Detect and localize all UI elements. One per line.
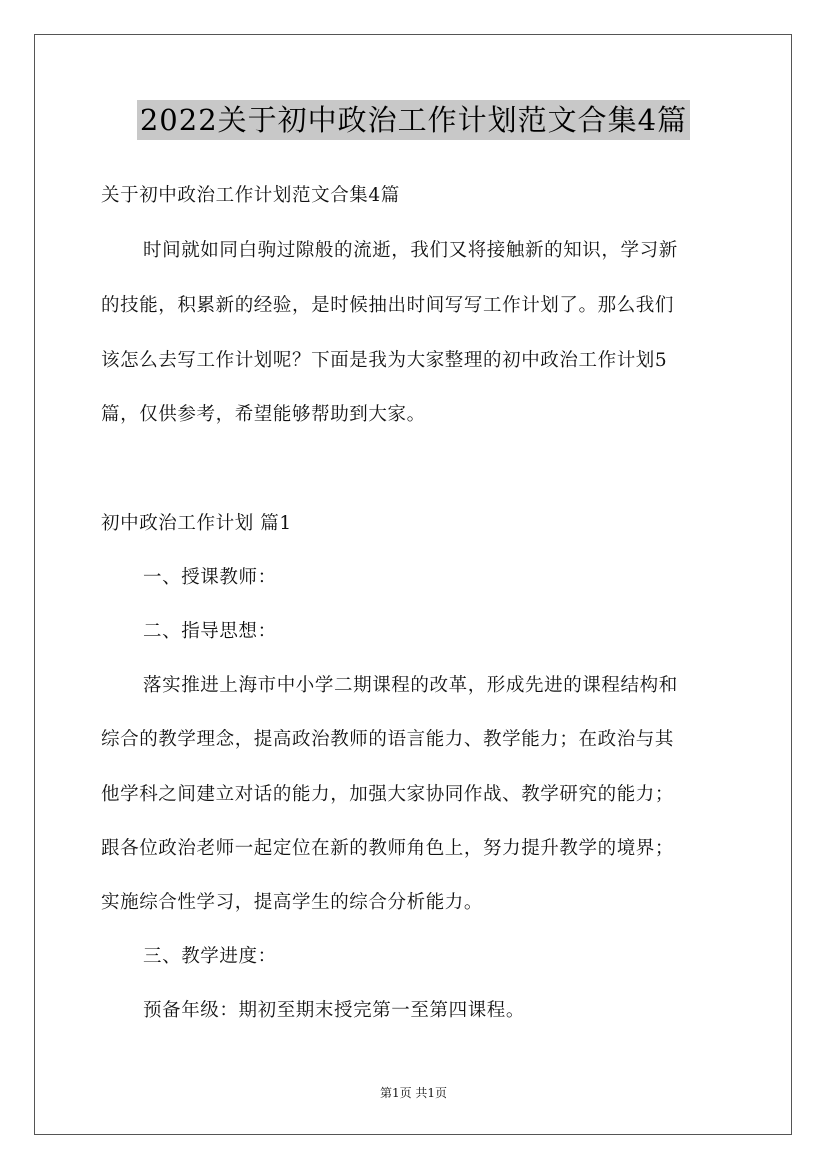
intro-line-3: 该怎么去写工作计划呢？下面是我为大家整理的初中政治工作计划5 (101, 350, 668, 371)
guideline-line-2: 综合的教学理念，提高政治教师的语言能力、教学能力；在政治与其 (101, 729, 675, 750)
intro-line-2: 的技能，积累新的经验，是时候抽出时间写写工作计划了。那么我们 (101, 295, 675, 316)
item-guideline: 二、指导思想： (143, 621, 277, 642)
section-heading: 初中政治工作计划 篇1 (101, 513, 292, 534)
document-subtitle: 关于初中政治工作计划范文合集4篇 (101, 185, 400, 206)
title-container (0, 100, 827, 140)
guideline-line-1: 落实推进上海市中小学二期课程的改革，形成先进的课程结构和 (143, 675, 678, 696)
item-progress: 三、教学进度： (143, 946, 277, 967)
document-title: 2022关于初中政治工作计划范文合集4篇 (137, 100, 690, 140)
intro-line-1: 时间就如同白驹过隙般的流逝，我们又将接触新的知识，学习新 (143, 240, 678, 261)
intro-line-4: 篇，仅供参考，希望能够帮助到大家。 (101, 404, 426, 425)
guideline-line-5: 实施综合性学习，提高学生的综合分析能力。 (101, 892, 484, 913)
item-teacher: 一、授课教师： (143, 567, 277, 588)
page-footer: 第1页 共1页 (379, 1086, 448, 1100)
guideline-line-4: 跟各位政治老师一起定位在新的教师角色上，努力提升教学的境界； (101, 838, 675, 859)
guideline-line-3: 他学科之间建立对话的能力，加强大家协同作战、教学研究的能力； (101, 784, 675, 805)
progress-line: 预备年级：期初至期末授完第一至第四课程。 (143, 1000, 526, 1021)
